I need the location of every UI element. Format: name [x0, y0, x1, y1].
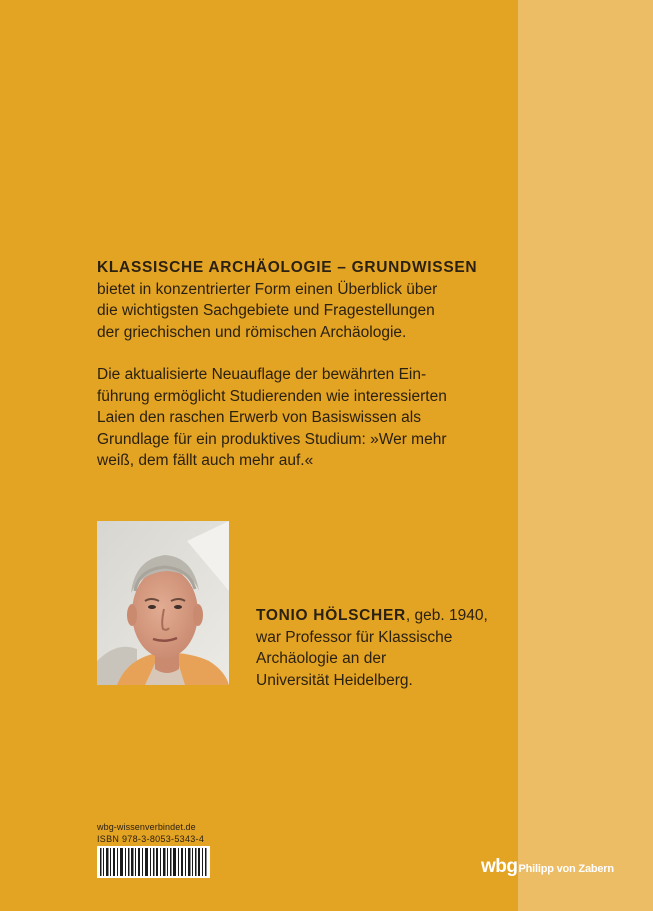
- isbn-barcode: [97, 846, 210, 878]
- publisher-website: wbg-wissenverbindet.de: [97, 822, 196, 832]
- blurb-line: Die aktualisierte Neuauflage der bewährten Ein-: [97, 366, 427, 383]
- author-bio: [256, 605, 496, 691]
- wbg-logo-mark: wbg: [481, 856, 518, 877]
- author-bio-line: war Professor für Klassische: [256, 628, 453, 646]
- author-birth: , geb. 1940,: [405, 607, 488, 624]
- blurb-line: der griechischen und römischen Archäologie.: [97, 323, 407, 341]
- blurb-paragraph-2: [97, 364, 507, 472]
- blurb-line: Laien den raschen Erwerb von Basiswissen als: [97, 409, 421, 426]
- author-bio-line: Archäologie an der: [256, 650, 387, 667]
- blurb-line: bietet in konzentrierter Form einen Überblick über: [97, 280, 438, 298]
- blurb-line: Grundlage für ein produktives Studium: »Wer mehr: [97, 430, 447, 448]
- author-name: TONIO HÖLSCHER: [256, 607, 406, 624]
- book-title-heading: KLASSISCHE ARCHÄOLOGIE – GRUNDWISSEN: [97, 259, 478, 276]
- blurb-line: weiß, dem fällt auch mehr auf.«: [97, 452, 314, 469]
- blurb-paragraph-1: [97, 257, 507, 343]
- cover-spine-panel: [518, 0, 653, 911]
- blurb-text: [97, 257, 507, 472]
- author-photo: [97, 521, 229, 685]
- blurb-line: führung ermöglicht Studierenden wie interessierten: [97, 387, 447, 405]
- isbn-number: ISBN 978-3-8053-5343-4: [97, 834, 205, 844]
- publisher-logo: [481, 856, 614, 882]
- author-bio-line: Universität Heidelberg.: [256, 671, 413, 689]
- author-bio-first-line: [256, 605, 496, 627]
- publisher-imprint: Philipp von Zabern: [518, 863, 614, 875]
- blurb-line: die wichtigsten Sachgebiete und Fragestellungen: [97, 302, 435, 319]
